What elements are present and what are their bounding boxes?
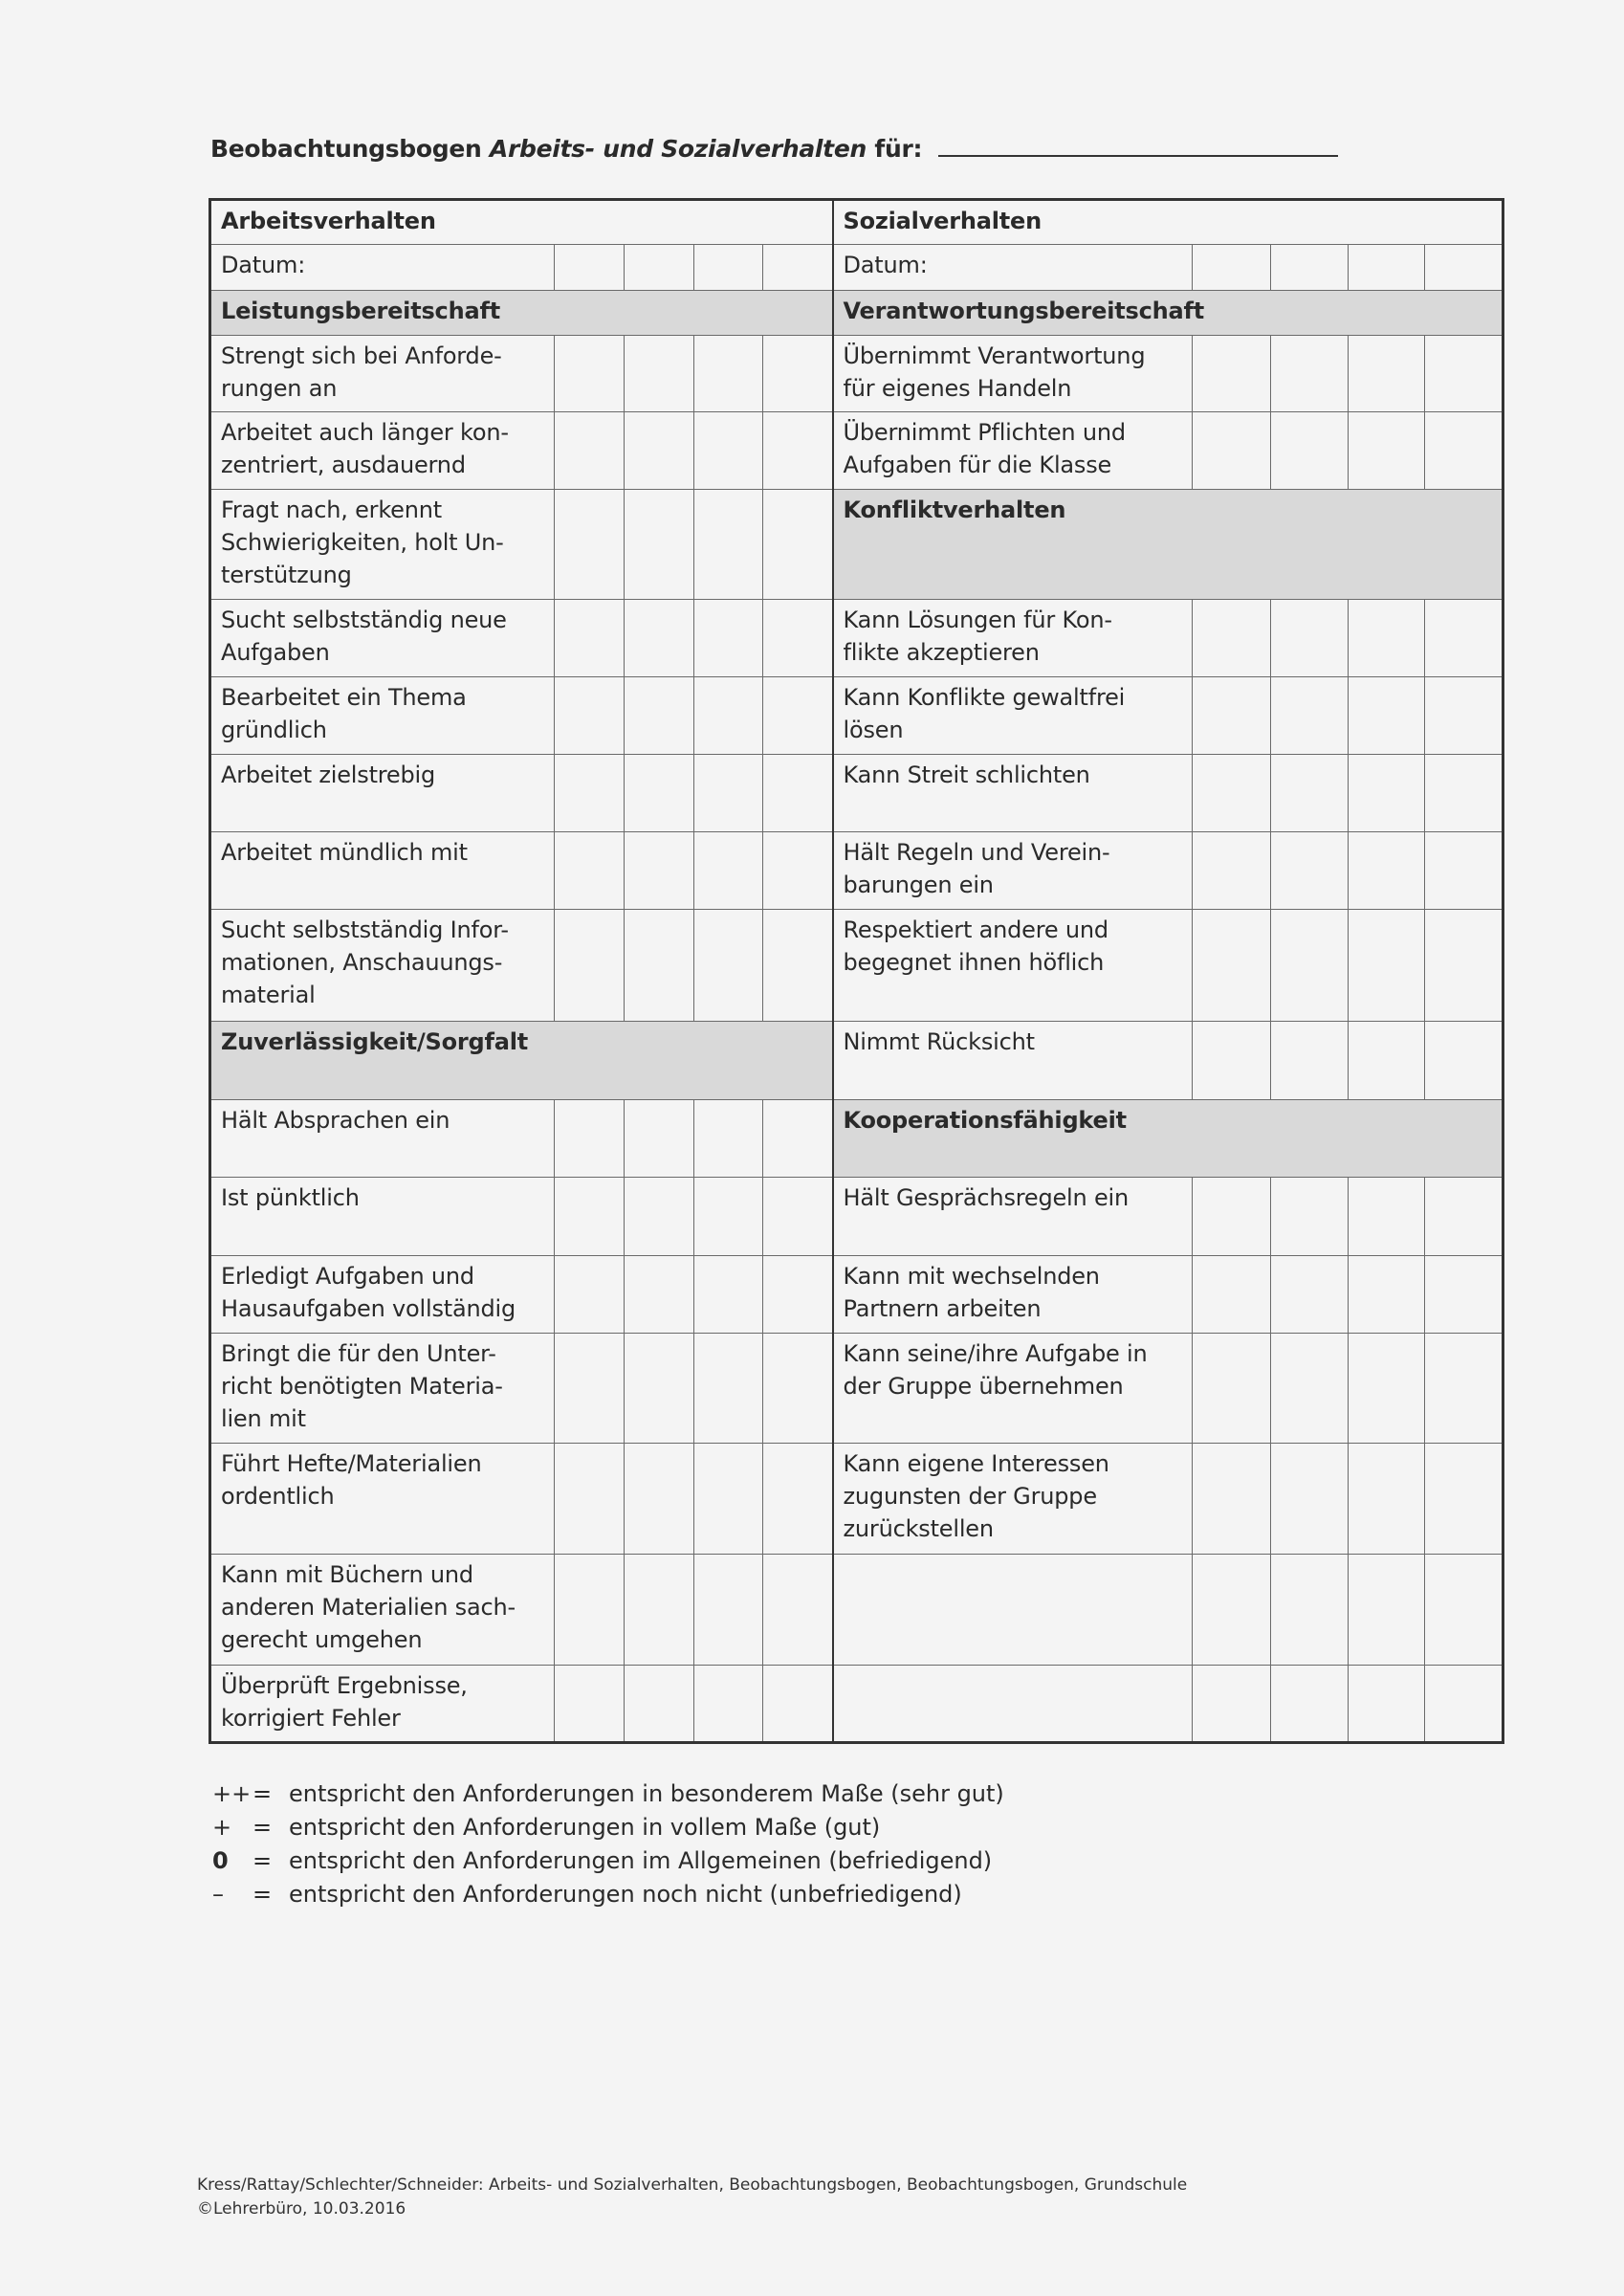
footer <box>197 2174 1187 2221</box>
rating-cell[interactable] <box>1271 600 1349 677</box>
rating-cell[interactable] <box>694 1666 763 1743</box>
rating-cell[interactable] <box>763 600 833 677</box>
criterion-left: Fragt nach, erkennt Schwierigkeiten, holt Un- terstützung <box>210 490 555 600</box>
legend-text: entspricht den Anforderungen in besonderem Maße (sehr gut) <box>289 1780 1004 1807</box>
rating-cell[interactable] <box>1349 600 1425 677</box>
rating-cell[interactable] <box>694 677 763 755</box>
rating-cell[interactable] <box>1193 1178 1271 1256</box>
table-row <box>210 1100 1503 1178</box>
rating-cell[interactable] <box>625 910 694 1022</box>
rating-cell[interactable] <box>625 1666 694 1743</box>
rating-cell[interactable] <box>1425 336 1503 412</box>
rating-cell[interactable] <box>625 832 694 910</box>
rating-cell[interactable] <box>625 1256 694 1334</box>
rating-cell[interactable] <box>555 1334 625 1444</box>
rating-cell[interactable] <box>1349 1666 1425 1743</box>
table-row <box>210 1022 1503 1100</box>
rating-cell[interactable] <box>555 1444 625 1555</box>
table-header-row <box>210 200 1503 245</box>
page-title <box>210 134 1338 163</box>
table-row <box>210 1555 1503 1666</box>
rating-cell[interactable] <box>763 755 833 832</box>
table-row <box>210 1334 1503 1444</box>
rating-cell[interactable] <box>1425 600 1503 677</box>
observation-table <box>208 198 1504 1744</box>
legend-item <box>212 1878 1004 1911</box>
rating-cell[interactable] <box>1271 910 1349 1022</box>
rating-cell[interactable] <box>1193 910 1271 1022</box>
criterion-left: Sucht selbstständig neue Aufgaben <box>210 600 555 677</box>
section-header-right: Konfliktverhalten <box>833 490 1503 600</box>
criterion-left: Arbeitet auch länger kon- zentriert, ausdauernd <box>210 412 555 490</box>
rating-cell[interactable] <box>1271 1334 1349 1444</box>
rating-cell[interactable] <box>694 832 763 910</box>
rating-cell[interactable] <box>1271 1022 1349 1100</box>
table-row <box>210 1666 1503 1743</box>
criterion-left: Ist pünktlich <box>210 1178 555 1256</box>
table-row <box>210 412 1503 490</box>
rating-cell[interactable] <box>694 336 763 412</box>
rating-cell[interactable] <box>1271 1256 1349 1334</box>
section-header-right: Verantwortungsbereitschaft <box>833 291 1503 336</box>
rating-cell[interactable] <box>1425 1444 1503 1555</box>
criterion-left: Führt Hefte/Materialien ordentlich <box>210 1444 555 1555</box>
legend-item <box>212 1844 1004 1878</box>
name-blank-line[interactable] <box>938 134 1338 157</box>
rating-cell[interactable] <box>625 600 694 677</box>
rating-cell[interactable] <box>694 1256 763 1334</box>
table-row <box>210 1256 1503 1334</box>
rating-cell[interactable] <box>1349 755 1425 832</box>
rating-cell[interactable] <box>694 910 763 1022</box>
rating-cell[interactable] <box>625 1334 694 1444</box>
rating-cell[interactable] <box>1349 412 1425 490</box>
rating-cell[interactable] <box>1425 412 1503 490</box>
legend-text: entspricht den Anforderungen noch nicht (unbefriedigend) <box>289 1881 962 1908</box>
date-cell[interactable] <box>694 245 763 291</box>
section-header-right: Kooperationsfähigkeit <box>833 1100 1503 1178</box>
rating-cell[interactable] <box>1425 1022 1503 1100</box>
rating-cell[interactable] <box>763 677 833 755</box>
criterion-right: Kann Streit schlichten <box>833 755 1193 832</box>
legend-equals: = <box>252 1847 273 1874</box>
criterion-right: Kann Lösungen für Kon- flikte akzeptieren <box>833 600 1193 677</box>
date-row <box>210 245 1503 291</box>
rating-cell[interactable] <box>1349 1334 1425 1444</box>
rating-cell[interactable] <box>1271 412 1349 490</box>
rating-cell[interactable] <box>625 677 694 755</box>
rating-cell[interactable] <box>555 832 625 910</box>
rating-cell[interactable] <box>763 490 833 600</box>
rating-cell[interactable] <box>1425 1178 1503 1256</box>
legend-symbol: ++ <box>212 1780 252 1807</box>
rating-cell[interactable] <box>1349 677 1425 755</box>
rating-cell[interactable] <box>694 755 763 832</box>
criterion-right: Kann Konflikte gewaltfrei lösen <box>833 677 1193 755</box>
rating-cell[interactable] <box>1193 677 1271 755</box>
rating-cell[interactable] <box>1271 1555 1349 1666</box>
legend-text: entspricht den Anforderungen im Allgemeinen (befriedigend) <box>289 1847 993 1874</box>
rating-cell[interactable] <box>763 1444 833 1555</box>
table-row <box>210 1178 1503 1256</box>
rating-cell[interactable] <box>694 1100 763 1178</box>
rating-cell[interactable] <box>763 910 833 1022</box>
rating-cell[interactable] <box>1271 755 1349 832</box>
legend-symbol: 0 <box>212 1847 229 1874</box>
legend-equals: = <box>252 1881 273 1908</box>
rating-cell[interactable] <box>555 1666 625 1743</box>
rating-cell[interactable] <box>625 490 694 600</box>
rating-cell[interactable] <box>555 677 625 755</box>
table-row <box>210 832 1503 910</box>
rating-cell[interactable] <box>1271 677 1349 755</box>
rating-cell[interactable] <box>1349 910 1425 1022</box>
date-cell[interactable] <box>625 245 694 291</box>
criterion-right: Kann eigene Interessen zugunsten der Gruppe zurückstellen <box>833 1444 1193 1555</box>
rating-cell[interactable] <box>1271 1178 1349 1256</box>
rating-cell[interactable] <box>694 600 763 677</box>
rating-cell[interactable] <box>1349 1256 1425 1334</box>
criterion-right: Übernimmt Verantwortung für eigenes Handeln <box>833 336 1193 412</box>
date-cell[interactable] <box>1425 245 1503 291</box>
rating-cell[interactable] <box>555 412 625 490</box>
rating-cell[interactable] <box>694 1444 763 1555</box>
rating-cell[interactable] <box>625 1444 694 1555</box>
rating-cell[interactable] <box>1349 1444 1425 1555</box>
criterion-right: Übernimmt Pflichten und Aufgaben für die Klasse <box>833 412 1193 490</box>
rating-cell[interactable] <box>555 1256 625 1334</box>
criterion-right <box>833 1555 1193 1666</box>
rating-cell[interactable] <box>1271 336 1349 412</box>
rating-cell[interactable] <box>1193 412 1271 490</box>
rating-cell[interactable] <box>1425 910 1503 1022</box>
section-header-left: Zuverlässigkeit/Sorgfalt <box>210 1022 833 1100</box>
legend-equals: = <box>252 1780 273 1807</box>
criterion-right: Nimmt Rücksicht <box>833 1022 1193 1100</box>
rating-cell[interactable] <box>694 412 763 490</box>
rating-cell[interactable] <box>625 1100 694 1178</box>
date-cell[interactable] <box>1193 245 1271 291</box>
table-row <box>210 1444 1503 1555</box>
criterion-left: Erledigt Aufgaben und Hausaufgaben vollständig <box>210 1256 555 1334</box>
rating-cell[interactable] <box>1193 1256 1271 1334</box>
rating-cell[interactable] <box>555 1555 625 1666</box>
rating-cell[interactable] <box>763 1334 833 1444</box>
criterion-left: Sucht selbstständig Infor- mationen, Anschauungs- material <box>210 910 555 1022</box>
criterion-right: Hält Gesprächsregeln ein <box>833 1178 1193 1256</box>
rating-cell[interactable] <box>555 600 625 677</box>
legend-equals: = <box>252 1814 273 1841</box>
criterion-right <box>833 1666 1193 1743</box>
criterion-right: Respektiert andere und begegnet ihnen höflich <box>833 910 1193 1022</box>
rating-cell[interactable] <box>1271 1666 1349 1743</box>
legend-text: entspricht den Anforderungen in vollem Maße (gut) <box>289 1814 881 1841</box>
rating-cell[interactable] <box>763 1555 833 1666</box>
rating-cell[interactable] <box>763 412 833 490</box>
table-row <box>210 910 1503 1022</box>
rating-cell[interactable] <box>1425 1666 1503 1743</box>
rating-cell[interactable] <box>1193 1444 1271 1555</box>
table-row <box>210 677 1503 755</box>
rating-cell[interactable] <box>1193 755 1271 832</box>
rating-cell[interactable] <box>1425 1256 1503 1334</box>
rating-cell[interactable] <box>555 755 625 832</box>
rating-legend <box>212 1777 1004 1911</box>
sozialverhalten-header: Sozialverhalten <box>833 200 1503 245</box>
criterion-left: Arbeitet zielstrebig <box>210 755 555 832</box>
rating-cell[interactable] <box>1425 677 1503 755</box>
date-label-right: Datum: <box>833 245 1193 291</box>
table-row <box>210 291 1503 336</box>
rating-cell[interactable] <box>1349 1555 1425 1666</box>
rating-cell[interactable] <box>625 1555 694 1666</box>
rating-cell[interactable] <box>555 1100 625 1178</box>
rating-cell[interactable] <box>1193 1334 1271 1444</box>
rating-cell[interactable] <box>1271 1444 1349 1555</box>
rating-cell[interactable] <box>1193 600 1271 677</box>
rating-cell[interactable] <box>763 832 833 910</box>
rating-cell[interactable] <box>1425 1334 1503 1444</box>
criterion-left: Kann mit Büchern und anderen Materialien sach- gerecht umgehen <box>210 1555 555 1666</box>
rating-cell[interactable] <box>555 336 625 412</box>
rating-cell[interactable] <box>1349 336 1425 412</box>
rating-cell[interactable] <box>555 490 625 600</box>
rating-cell[interactable] <box>625 755 694 832</box>
footer-copyright: ©Lehrerbüro, 10.03.2016 <box>197 2199 406 2219</box>
date-cell[interactable] <box>1271 245 1349 291</box>
arbeitsverhalten-header: Arbeitsverhalten <box>210 200 833 245</box>
rating-cell[interactable] <box>694 1178 763 1256</box>
table-row <box>210 490 1503 600</box>
criterion-left: Hält Absprachen ein <box>210 1100 555 1178</box>
title-italic: Arbeits- und Sozialverhalten <box>489 135 867 163</box>
rating-cell[interactable] <box>625 1178 694 1256</box>
criterion-left: Arbeitet mündlich mit <box>210 832 555 910</box>
criterion-right: Kann mit wechselnden Partnern arbeiten <box>833 1256 1193 1334</box>
rating-cell[interactable] <box>1193 832 1271 910</box>
rating-cell[interactable] <box>1193 1555 1271 1666</box>
legend-symbol: – <box>212 1881 224 1908</box>
rating-cell[interactable] <box>1349 1178 1425 1256</box>
rating-cell[interactable] <box>763 1178 833 1256</box>
rating-cell[interactable] <box>1425 1555 1503 1666</box>
rating-cell[interactable] <box>694 1555 763 1666</box>
date-cell[interactable] <box>1349 245 1425 291</box>
table-row <box>210 755 1503 832</box>
rating-cell[interactable] <box>1193 336 1271 412</box>
legend-item <box>212 1777 1004 1811</box>
date-cell[interactable] <box>555 245 625 291</box>
rating-cell[interactable] <box>555 1178 625 1256</box>
criterion-left: Überprüft Ergebnisse, korrigiert Fehler <box>210 1666 555 1743</box>
rating-cell[interactable] <box>1349 832 1425 910</box>
rating-cell[interactable] <box>1349 1022 1425 1100</box>
rating-cell[interactable] <box>625 412 694 490</box>
rating-cell[interactable] <box>763 1256 833 1334</box>
rating-cell[interactable] <box>763 1100 833 1178</box>
table-row <box>210 600 1503 677</box>
criterion-left: Bringt die für den Unter- richt benötigten Materia- lien mit <box>210 1334 555 1444</box>
criterion-left: Strengt sich bei Anforde- rungen an <box>210 336 555 412</box>
rating-cell[interactable] <box>763 336 833 412</box>
criterion-right: Kann seine/ihre Aufgabe in der Gruppe übernehmen <box>833 1334 1193 1444</box>
criterion-right: Hält Regeln und Verein- barungen ein <box>833 832 1193 910</box>
legend-symbol: + <box>212 1814 232 1841</box>
rating-cell[interactable] <box>694 490 763 600</box>
table-row <box>210 336 1503 412</box>
title-suffix: für: <box>874 135 923 163</box>
legend-item <box>212 1811 1004 1844</box>
rating-cell[interactable] <box>1425 755 1503 832</box>
rating-cell[interactable] <box>625 336 694 412</box>
criterion-left: Bearbeitet ein Thema gründlich <box>210 677 555 755</box>
rating-cell[interactable] <box>555 910 625 1022</box>
title-prefix: Beobachtungsbogen <box>210 135 482 163</box>
rating-cell[interactable] <box>763 1666 833 1743</box>
rating-cell[interactable] <box>1425 832 1503 910</box>
date-cell[interactable] <box>763 245 833 291</box>
section-header-left: Leistungsbereitschaft <box>210 291 833 336</box>
footer-citation: Kress/Rattay/Schlechter/Schneider: Arbeits- und Sozialverhalten, Beobachtungsbogen, Beobachtungsbogen, Grundschule <box>197 2175 1188 2195</box>
date-label-left: Datum: <box>210 245 555 291</box>
rating-cell[interactable] <box>694 1334 763 1444</box>
rating-cell[interactable] <box>1193 1666 1271 1743</box>
rating-cell[interactable] <box>1271 832 1349 910</box>
rating-cell[interactable] <box>1193 1022 1271 1100</box>
